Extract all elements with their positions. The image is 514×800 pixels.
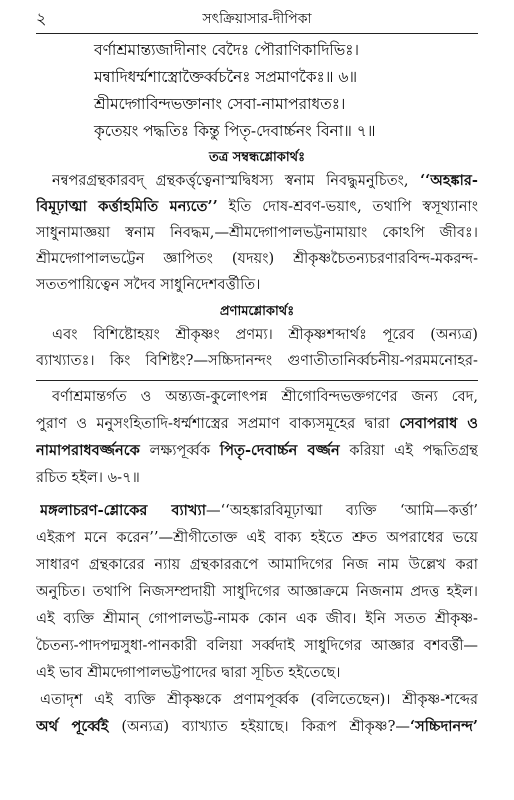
translation-line [36,440,478,464]
commentary-line [36,196,478,220]
commentary-line: সাধুনামাজ্ঞয়া স্বনাম নিবদ্ধম,—শ্রীমদ্গোপালভট্টনামায়াং কোঽপি জীবঃ। [36,224,478,241]
text-run: —‘‘অহঙ্কারবিমূঢ়াত্মা ব্যক্তি ‘আমি—কর্ত্তা’ [205,502,478,519]
verse-line: কৃতেয়ং পদ্ধতিঃ কিন্তু পিতৃ-দেবার্চ্চনং বিনা॥ ৭॥ [94,122,376,140]
text-run: পুরাণ ও মনুসংহিতাদি-ধর্ম্মশাস্ত্রের সপ্রমাণ বাক্যসমূহের দ্বারা [36,415,400,432]
translation-line: বর্ণাশ্রমান্তর্গত ও অন্ত্যজ-কুলোৎপন্ন শ্রীগোবিন্দভক্তগণের জন্য বেদ, [52,388,478,405]
bold-text-run: ‘‘অহঙ্কার- [420,172,478,189]
explanation-line: চৈতন্য-পাদপদ্মসুধা-পানকারী বলিয়া সর্ব্বদাই সাধুদিগের আজ্ঞার বশবর্ত্তী— [36,637,478,654]
verse-line: মন্বাদিধর্ম্মশাস্ত্রোক্তৈর্ব্বচনৈঃ সপ্রমাণকৈঃ॥ ৬॥ [94,68,358,86]
commentary-line: এবং বিশিষ্টোহয়ং শ্রীকৃষ্ণং প্রণম্য। শ্রীকৃষ্ণশব্দার্থঃ পূরেব (অন্যত্র) [52,326,478,343]
bold-text-run: নামাপরাধবর্জ্জনকে [36,442,140,459]
commentary-line [52,170,478,194]
verse-line: বর্ণাশ্রমান্ত্যজাদীনাং বেদৈঃ পৌরাণিকাদিভিঃ। [94,41,359,59]
text-run: করিয়া এই পদ্ধতিগ্রন্থ [339,442,478,459]
bold-text-run: সেবাপরাধ ও [399,415,478,432]
explanation-line: সাধারণ গ্রন্থকারের ন্যায় গ্রন্থকাররূপে আমাদিগের নিজ নাম উল্লেখ করা [36,556,478,573]
explanation-line [36,716,478,740]
commentary-line: শ্রীমদ্গোপালভট্টেন জ্ঞাপিতং (যদয়ং) শ্রীকৃষ্ণচৈতন্যচরণারবিন্দ-মকরন্দ- [36,250,478,267]
bold-text-run: অর্থ পূর্ব্বেই [36,718,109,735]
section-heading: প্রণামশ্লোকার্থঃ [219,304,295,319]
commentary-line: ব্যাখ্যাতঃ। কিং বিশিষ্টং?—সচ্চিদানন্দং গুণাতীতানির্ব্বচনীয়-পরমমনোহর- [36,352,478,369]
text-run: লক্ষ্যপূর্ব্বক [139,442,220,459]
running-title: সৎক্রিয়াসার-দীপিকা [202,11,312,27]
text-run: নন্বপরগ্রন্থকারবদ্ গ্রন্থকর্ত্তৃত্বেনাস্মদ্বিধস্য স্বনাম নিবদ্ধুমনুচিতং, [52,172,421,189]
verse-line: শ্রীমদ্গোবিন্দভক্তানাং সেবা-নামাপরাধতঃ। [94,95,346,113]
commentary-line: সততপায়িত্বেন সদৈব সাধুনিদেশবর্ত্তীতি। [36,276,261,293]
text-run: ইতি দোষ-শ্রবণ-ভয়াৎ, তথাপি স্বসূথ্যানাং [217,198,478,215]
bold-text-run: বিমূঢ়াত্মা কর্ত্তাহমিতি মন্যতে’’ [36,198,218,215]
explanation-line: এতাদৃশ এই ব্যক্তি শ্রীকৃষ্ণকে প্রণামপূর্ব্বক (বলিতেছেন)। শ্রীকৃষ্ণ-শব্দের [40,691,478,708]
explanation-line: এইরূপ মনে করেন’’—শ্রীগীতোক্ত এই বাক্য হইতে শ্রুত অপরাধের ভয়ে [36,529,478,546]
explanation-line: এই ব্যক্তি শ্রীমান্ গোপালভট্ট-নামক কোন এক জীব। ইনি সতত শ্রীকৃষ্ণ- [36,610,478,627]
translation-line: রচিত হইল। ৬-৭॥ [36,469,140,486]
explanation-line [40,500,478,524]
text-run: (অন্যত্র) ব্যাখ্যাত হইয়াছে। কিরূপ শ্রীকৃষ্ণ?— [108,718,410,735]
section-heading: তত্র সম্বন্ধশ্লোকার্থঃ [208,150,306,165]
bold-text-run: ‘সচ্চিদানন্দ’ [409,718,478,735]
page-number: ২ [36,9,47,28]
bold-text-run: মঙ্গলাচরণ-শ্লোকের ব্যাখ্যা [40,502,206,519]
section-rule [36,380,478,381]
explanation-line: অনুচিত। তথাপি নিজসম্প্রদায়ী সাধুদিগের আজ্ঞাক্রমে নিজনাম প্রদত্ত হইল। [36,583,478,600]
translation-line [36,413,478,437]
bold-text-run: পিতৃ-দেবার্চ্চন বর্জ্জন [219,442,340,459]
page-header [36,6,478,30]
explanation-line: এই ভাব শ্রীমদ্গোপালভট্টপাদের দ্বারা সূচিত হইতেছে। [36,664,341,681]
header-rule [36,33,478,34]
